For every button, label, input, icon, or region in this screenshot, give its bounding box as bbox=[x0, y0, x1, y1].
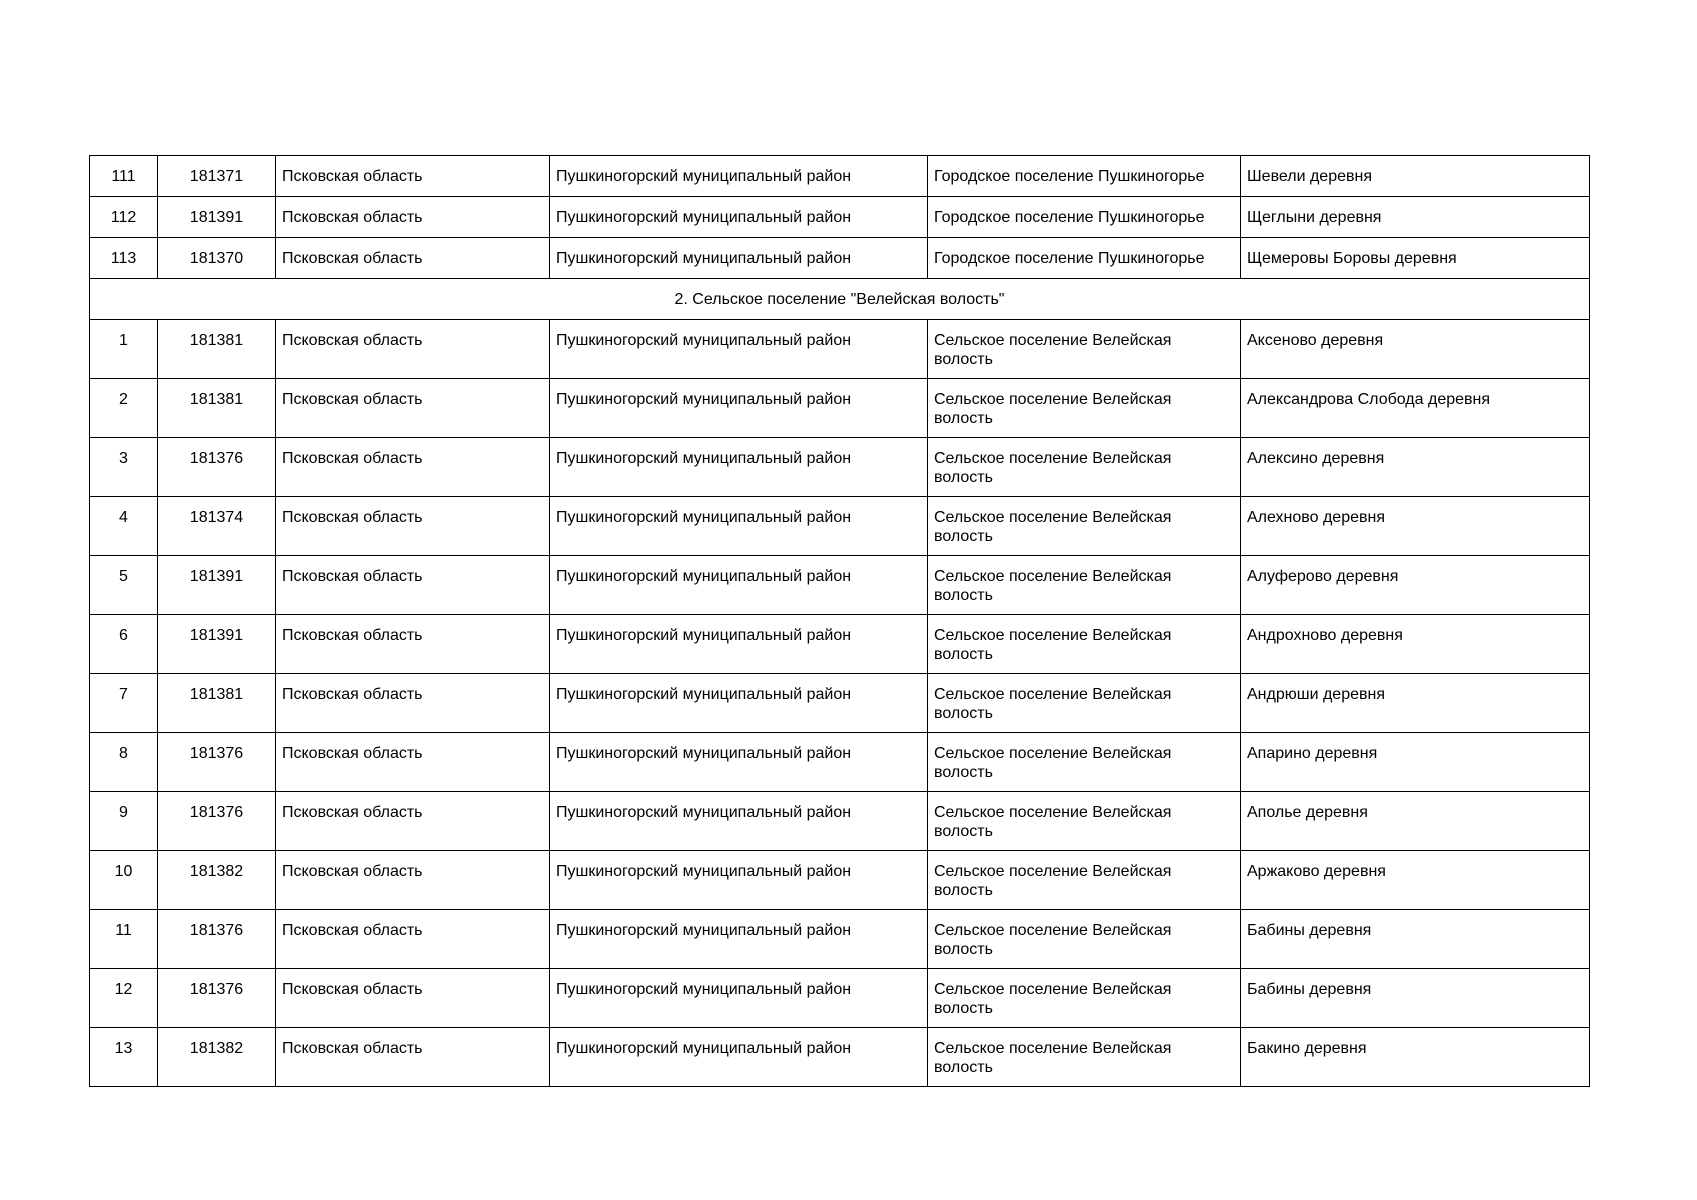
district-cell: Пушкиногорский муниципальный район bbox=[550, 320, 928, 379]
postal-code-cell: 181381 bbox=[158, 674, 276, 733]
district-cell: Пушкиногорский муниципальный район bbox=[550, 438, 928, 497]
table-row bbox=[90, 379, 1590, 438]
settlement-cell: Городское поселение Пушкиногорье bbox=[928, 197, 1241, 238]
table-row bbox=[90, 238, 1590, 279]
row-number-cell: 111 bbox=[90, 156, 158, 197]
district-cell: Пушкиногорский муниципальный район bbox=[550, 197, 928, 238]
locality-cell: Александрова Слобода деревня bbox=[1241, 379, 1590, 438]
locality-cell: Шевели деревня bbox=[1241, 156, 1590, 197]
postal-code-cell: 181391 bbox=[158, 197, 276, 238]
locality-cell: Аполье деревня bbox=[1241, 792, 1590, 851]
table-row bbox=[90, 320, 1590, 379]
settlement-cell: Сельское поселение Велейская волость bbox=[928, 556, 1241, 615]
postal-code-cell: 181376 bbox=[158, 792, 276, 851]
region-cell: Псковская область bbox=[276, 792, 550, 851]
row-number-cell: 10 bbox=[90, 851, 158, 910]
table-row bbox=[90, 851, 1590, 910]
region-cell: Псковская область bbox=[276, 556, 550, 615]
settlement-cell: Сельское поселение Велейская волость bbox=[928, 497, 1241, 556]
region-cell: Псковская область bbox=[276, 156, 550, 197]
table-row bbox=[90, 674, 1590, 733]
locality-cell: Алехново деревня bbox=[1241, 497, 1590, 556]
row-number-cell: 4 bbox=[90, 497, 158, 556]
district-cell: Пушкиногорский муниципальный район bbox=[550, 910, 928, 969]
region-cell: Псковская область bbox=[276, 1028, 550, 1087]
locality-cell: Апарино деревня bbox=[1241, 733, 1590, 792]
region-cell: Псковская область bbox=[276, 910, 550, 969]
district-cell: Пушкиногорский муниципальный район bbox=[550, 497, 928, 556]
district-cell: Пушкиногорский муниципальный район bbox=[550, 792, 928, 851]
localities-table bbox=[89, 155, 1590, 1087]
region-cell: Псковская область bbox=[276, 379, 550, 438]
row-number-cell: 13 bbox=[90, 1028, 158, 1087]
locality-cell: Аржаково деревня bbox=[1241, 851, 1590, 910]
region-cell: Псковская область bbox=[276, 438, 550, 497]
region-cell: Псковская область bbox=[276, 197, 550, 238]
row-number-cell: 3 bbox=[90, 438, 158, 497]
table-row bbox=[90, 733, 1590, 792]
postal-code-cell: 181370 bbox=[158, 238, 276, 279]
locality-cell: Щемеровы Боровы деревня bbox=[1241, 238, 1590, 279]
district-cell: Пушкиногорский муниципальный район bbox=[550, 851, 928, 910]
postal-code-cell: 181376 bbox=[158, 438, 276, 497]
region-cell: Псковская область bbox=[276, 320, 550, 379]
district-cell: Пушкиногорский муниципальный район bbox=[550, 733, 928, 792]
settlement-cell: Сельское поселение Велейская волость bbox=[928, 438, 1241, 497]
region-cell: Псковская область bbox=[276, 674, 550, 733]
locality-cell: Андрюши деревня bbox=[1241, 674, 1590, 733]
table-row bbox=[90, 556, 1590, 615]
locality-cell: Аксеново деревня bbox=[1241, 320, 1590, 379]
region-cell: Псковская область bbox=[276, 733, 550, 792]
settlement-cell: Городское поселение Пушкиногорье bbox=[928, 156, 1241, 197]
table-row bbox=[90, 1028, 1590, 1087]
district-cell: Пушкиногорский муниципальный район bbox=[550, 556, 928, 615]
settlement-cell: Сельское поселение Велейская волость bbox=[928, 733, 1241, 792]
row-number-cell: 1 bbox=[90, 320, 158, 379]
postal-code-cell: 181391 bbox=[158, 615, 276, 674]
region-cell: Псковская область bbox=[276, 969, 550, 1028]
region-cell: Псковская область bbox=[276, 851, 550, 910]
table-row bbox=[90, 792, 1590, 851]
district-cell: Пушкиногорский муниципальный район bbox=[550, 1028, 928, 1087]
table-row bbox=[90, 910, 1590, 969]
table-row bbox=[90, 438, 1590, 497]
section-title: 2. Сельское поселение "Велейская волость" bbox=[90, 279, 1590, 320]
locality-cell: Бабины деревня bbox=[1241, 969, 1590, 1028]
locality-cell: Бабины деревня bbox=[1241, 910, 1590, 969]
postal-code-cell: 181382 bbox=[158, 1028, 276, 1087]
district-cell: Пушкиногорский муниципальный район bbox=[550, 615, 928, 674]
table-body bbox=[90, 156, 1590, 1087]
district-cell: Пушкиногорский муниципальный район bbox=[550, 156, 928, 197]
locality-cell: Андрохново деревня bbox=[1241, 615, 1590, 674]
row-number-cell: 7 bbox=[90, 674, 158, 733]
district-cell: Пушкиногорский муниципальный район bbox=[550, 238, 928, 279]
section-header-row bbox=[90, 279, 1590, 320]
settlement-cell: Сельское поселение Велейская волость bbox=[928, 910, 1241, 969]
region-cell: Псковская область bbox=[276, 238, 550, 279]
postal-code-cell: 181371 bbox=[158, 156, 276, 197]
postal-code-cell: 181381 bbox=[158, 320, 276, 379]
settlement-cell: Сельское поселение Велейская волость bbox=[928, 1028, 1241, 1087]
postal-code-cell: 181376 bbox=[158, 969, 276, 1028]
district-cell: Пушкиногорский муниципальный район bbox=[550, 969, 928, 1028]
locality-cell: Щеглыни деревня bbox=[1241, 197, 1590, 238]
row-number-cell: 112 bbox=[90, 197, 158, 238]
row-number-cell: 5 bbox=[90, 556, 158, 615]
settlement-cell: Сельское поселение Велейская волость bbox=[928, 615, 1241, 674]
row-number-cell: 113 bbox=[90, 238, 158, 279]
postal-code-cell: 181376 bbox=[158, 910, 276, 969]
table-row bbox=[90, 615, 1590, 674]
postal-code-cell: 181381 bbox=[158, 379, 276, 438]
settlement-cell: Сельское поселение Велейская волость bbox=[928, 379, 1241, 438]
locality-cell: Бакино деревня bbox=[1241, 1028, 1590, 1087]
table-row bbox=[90, 497, 1590, 556]
postal-code-cell: 181374 bbox=[158, 497, 276, 556]
settlement-cell: Городское поселение Пушкиногорье bbox=[928, 238, 1241, 279]
district-cell: Пушкиногорский муниципальный район bbox=[550, 674, 928, 733]
settlement-cell: Сельское поселение Велейская волость bbox=[928, 851, 1241, 910]
postal-code-cell: 181391 bbox=[158, 556, 276, 615]
table-row bbox=[90, 969, 1590, 1028]
region-cell: Псковская область bbox=[276, 615, 550, 674]
row-number-cell: 2 bbox=[90, 379, 158, 438]
settlement-cell: Сельское поселение Велейская волость bbox=[928, 792, 1241, 851]
region-cell: Псковская область bbox=[276, 497, 550, 556]
row-number-cell: 9 bbox=[90, 792, 158, 851]
settlement-cell: Сельское поселение Велейская волость bbox=[928, 969, 1241, 1028]
locality-cell: Алуферово деревня bbox=[1241, 556, 1590, 615]
locality-cell: Алексино деревня bbox=[1241, 438, 1590, 497]
table-row bbox=[90, 156, 1590, 197]
table-row bbox=[90, 197, 1590, 238]
district-cell: Пушкиногорский муниципальный район bbox=[550, 379, 928, 438]
row-number-cell: 11 bbox=[90, 910, 158, 969]
row-number-cell: 12 bbox=[90, 969, 158, 1028]
postal-code-cell: 181382 bbox=[158, 851, 276, 910]
postal-code-cell: 181376 bbox=[158, 733, 276, 792]
row-number-cell: 6 bbox=[90, 615, 158, 674]
row-number-cell: 8 bbox=[90, 733, 158, 792]
settlement-cell: Сельское поселение Велейская волость bbox=[928, 320, 1241, 379]
settlement-cell: Сельское поселение Велейская волость bbox=[928, 674, 1241, 733]
